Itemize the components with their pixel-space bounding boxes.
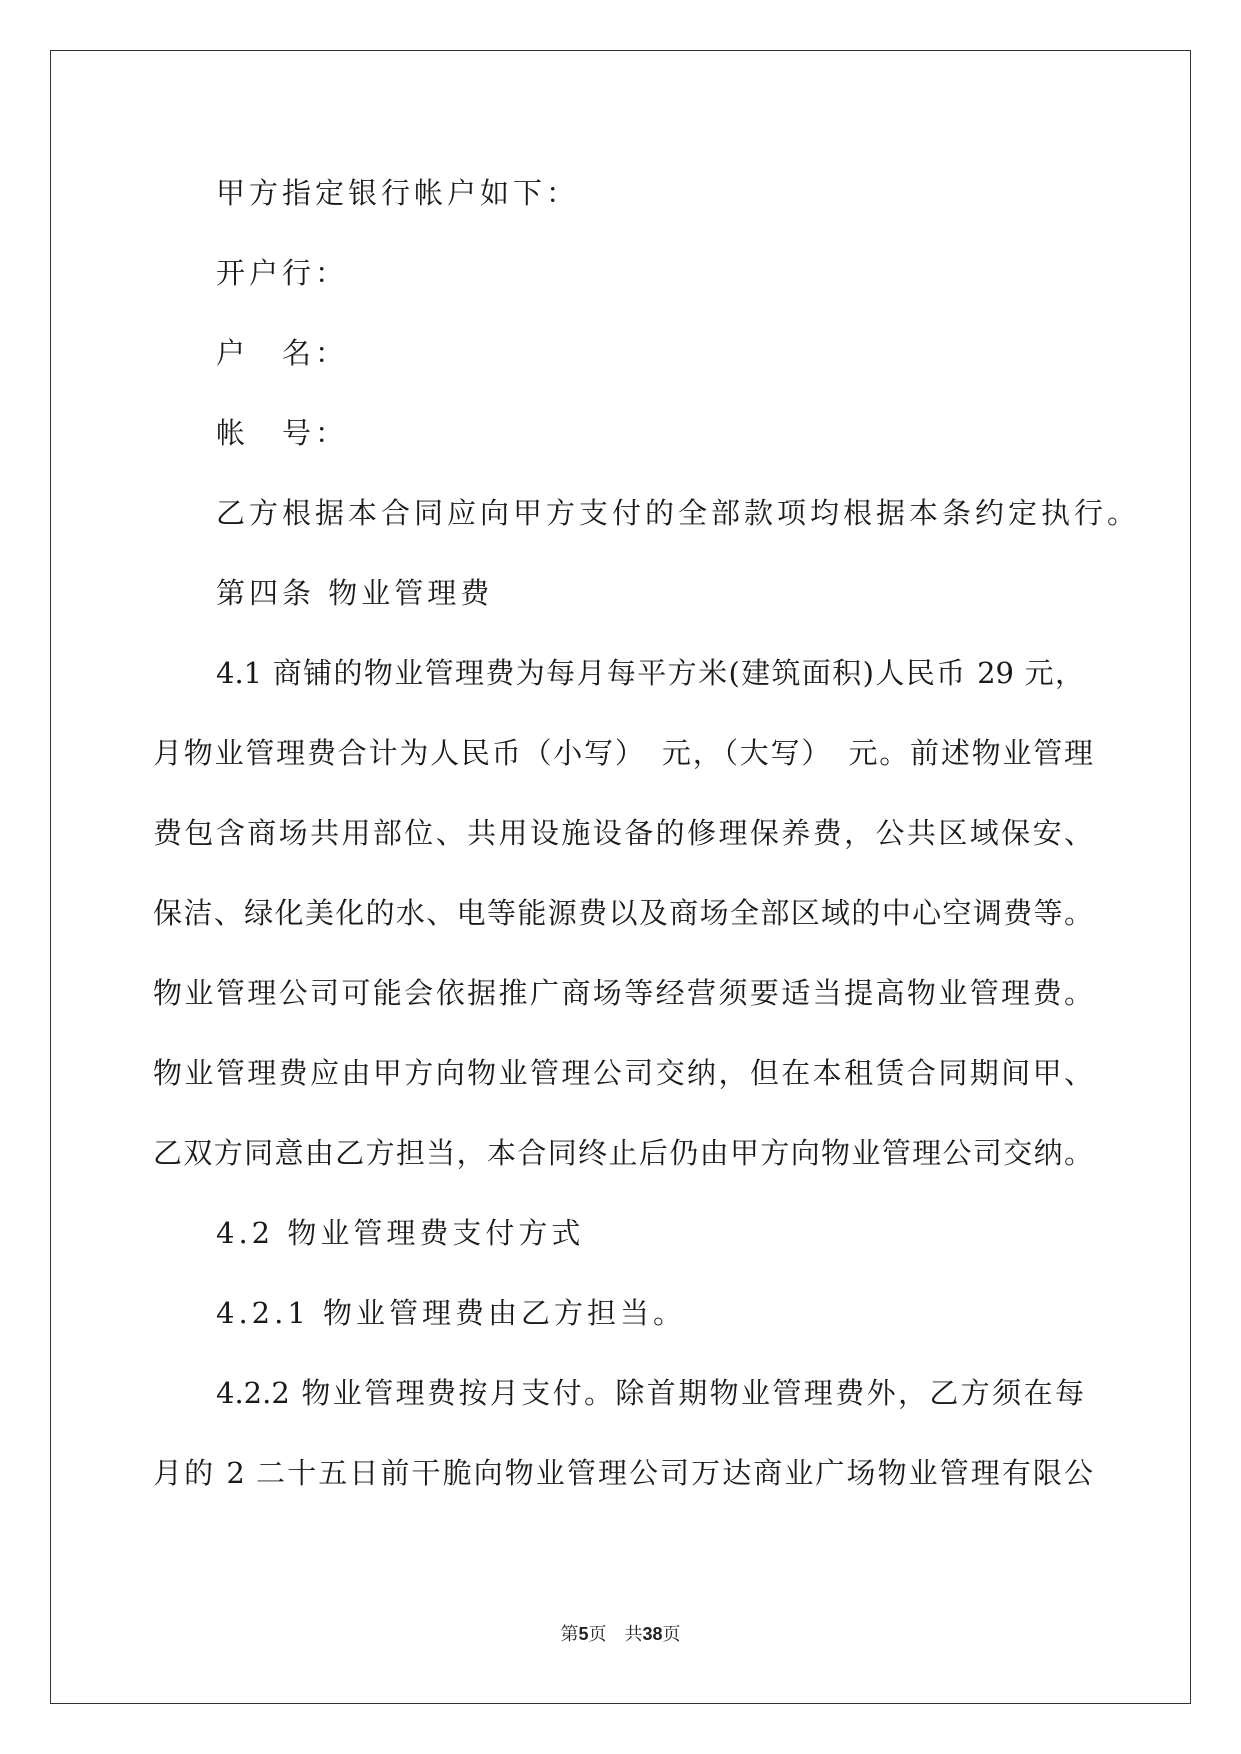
page-footer	[0, 1622, 1241, 1647]
bank-account-intro: 甲方指定银行帐户如下：	[216, 176, 580, 210]
footer-total-prefix: 共	[624, 1624, 643, 1645]
clause-4-1-line-3: 费包含商场共用部位、共用设施设备的修理保养费，公共区域保安、	[153, 816, 1093, 850]
clause-4-1-line-2: 月物业管理费合计为人民币（小写） 元，（大写） 元。前述物业管理	[153, 736, 1093, 770]
footer-total-pages: 38	[642, 1624, 663, 1644]
account-name-label: 户 名：	[216, 336, 349, 370]
clause-4-1-line-1: 4.1 商铺的物业管理费为每月每平方米(建筑面积)人民币 29 元，	[216, 656, 1084, 690]
article-four-heading: 第四条 物业管理费	[216, 576, 494, 610]
bank-name-label: 开户行：	[216, 256, 349, 290]
clause-4-1-line-4: 保洁、绿化美化的水、电等能源费以及商场全部区域的中心空调费等。	[153, 896, 1093, 930]
clause-4-1-line-6: 物业管理费应由甲方向物业管理公司交纳，但在本租赁合同期间甲、	[153, 1056, 1093, 1090]
footer-total-suffix: 页	[662, 1624, 681, 1645]
clause-4-2-2-line-1: 4.2.2 物业管理费按月支付。除首期物业管理费外，乙方须在每	[216, 1376, 1084, 1410]
clause-4-2-heading: 4.2 物业管理费支付方式	[216, 1216, 585, 1250]
footer-page-prefix: 第	[560, 1624, 579, 1645]
footer-page-number: 5	[578, 1624, 589, 1644]
clause-4-1-line-5: 物业管理公司可能会依据推广商场等经营须要适当提高物业管理费。	[153, 976, 1093, 1010]
clause-4-1-line-7: 乙双方同意由乙方担当，本合同终止后仍由甲方向物业管理公司交纳。	[153, 1136, 1093, 1170]
clause-4-2-2-line-2: 月的 2 二十五日前干脆向物业管理公司万达商业广场物业管理有限公	[153, 1456, 1093, 1490]
payment-clause: 乙方根据本合同应向甲方支付的全部款项均根据本条约定执行。	[216, 496, 1141, 530]
footer-page-suffix: 页	[588, 1624, 607, 1645]
clause-4-2-1: 4.2.1 物业管理费由乙方担当。	[216, 1296, 687, 1330]
account-number-label: 帐 号：	[216, 416, 349, 450]
